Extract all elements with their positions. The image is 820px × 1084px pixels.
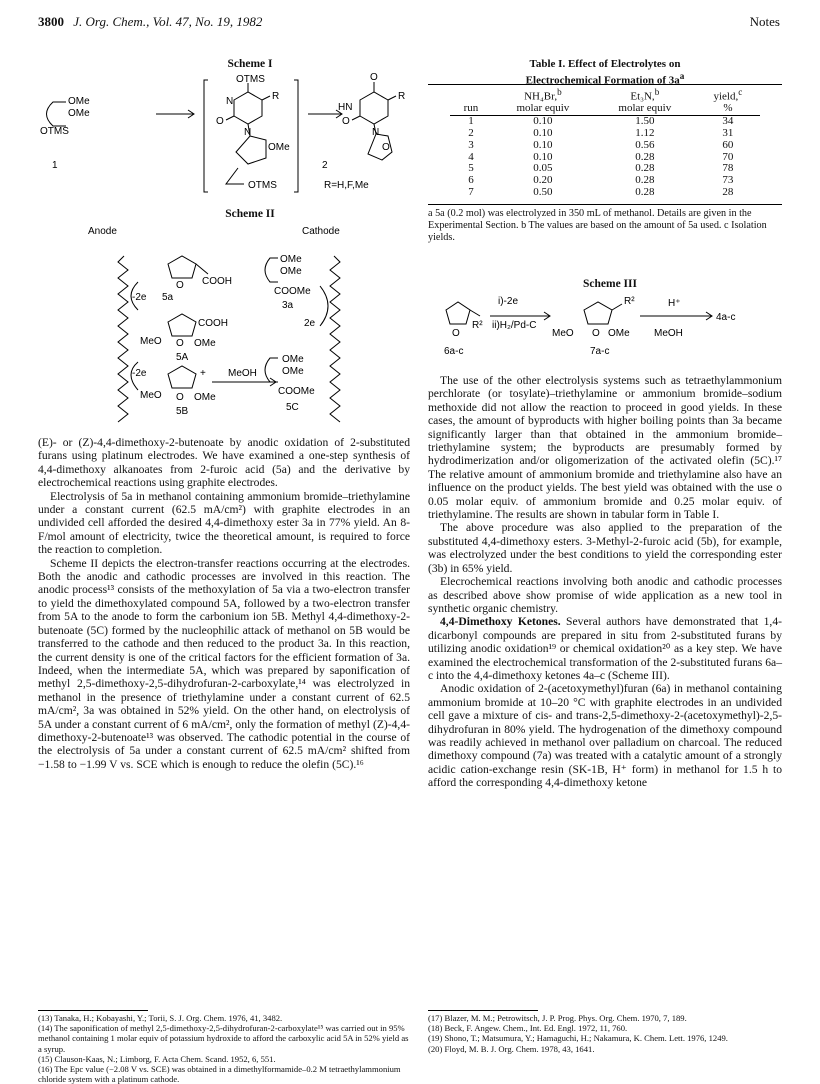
footnote-14: (14) The saponification of methyl 2,5-dimethoxy-2,5-dihydrofuran-2-carboxylate¹⁵ was carried out in 95% methanol containing 1 molar equiv of potassium hydroxide to afford the carboxylic acid 5A in 52% yield as a syrup. — [38, 1023, 409, 1054]
s2-coome1: COOMe — [274, 286, 311, 297]
s1-otms-ring: OTMS — [248, 180, 277, 191]
table-cell: 0.50 — [533, 186, 553, 199]
right-paragraph-4: 4,4-Dimethoxy Ketones. Several authors have demonstrated that 1,4-dicarbonyl compounds are prepared in situ from 2-substituted furans by utilizing anodic oxidation¹⁹ or chemical oxidation²⁰ as a key step. We have examined the electrochemical transformation of the 2-substituted furans 6a–c into the 4,4-dimethoxy ketones 4a–c (Scheme III). — [428, 615, 782, 682]
footnote-18: (18) Beck, F. Angew. Chem., Int. Ed. Engl. 1972, 11, 760. — [428, 1023, 628, 1034]
s1-r1: R — [272, 91, 280, 102]
s3-meoh: MeOH — [654, 328, 683, 339]
table-cell: 0.20 — [533, 174, 553, 187]
table-cell: 5 — [468, 162, 474, 175]
s1-cmpd1: 1 — [52, 160, 58, 171]
scheme3-diagram — [428, 292, 782, 366]
scheme3-title: Scheme III — [583, 278, 637, 290]
s2-o-f2: O — [176, 338, 184, 349]
s1-cmpd2: 2 — [322, 160, 328, 171]
s1-o-thf: O — [382, 142, 390, 153]
table-cell: 28 — [722, 186, 734, 199]
footnote-13: (13) Tanaka, H.; Kobayashi, Y.; Torii, S. J. Org. Chem. 1976, 41, 3482. — [38, 1013, 283, 1023]
s1-ome-a: OMe — [68, 96, 90, 107]
table1-footnote: a 5a (0.2 mol) was electrolyzed in 350 mL of methanol. Details are given in the Experimental Section. b The values are based on the amount of 5a used. c Isolation yields. — [428, 208, 767, 243]
scheme2-diagram — [38, 222, 410, 434]
s3-r2-a: R² — [472, 320, 483, 331]
table-cell: 73 — [722, 174, 734, 187]
table-row — [450, 140, 760, 152]
s3-r2-b: R² — [624, 296, 635, 307]
s1-r-def: R=H,F,Me — [324, 180, 369, 191]
s2-meo-2: MeO — [140, 390, 162, 401]
table-cell: 78 — [722, 162, 734, 175]
cathode-electrode — [330, 256, 340, 422]
table1-top-rule — [428, 84, 782, 85]
running-header — [38, 14, 262, 30]
table1-caption-sup: a — [679, 71, 685, 81]
s2-cmpd3a: 3a — [282, 300, 294, 311]
s3-o-a: O — [452, 328, 460, 339]
table-cell: 1.50 — [635, 115, 655, 128]
table1-header-top — [450, 87, 492, 103]
scheme2-title: Scheme II — [225, 208, 275, 220]
s1-otms-left: OTMS — [40, 126, 69, 137]
table-cell: 0.05 — [533, 162, 553, 175]
table-cell: 60 — [722, 138, 734, 151]
s2-ome-c4: OMe — [282, 366, 304, 377]
footnotes-right — [428, 1013, 782, 1054]
table-cell: 0.10 — [533, 127, 553, 140]
table-row — [450, 128, 760, 140]
table1-header-row-bottom — [450, 103, 760, 115]
footnote-rule-left — [38, 1010, 148, 1011]
anode-label: Anode — [88, 226, 117, 237]
table1-header-bottom: molar equiv — [618, 102, 672, 115]
footnote-16: (16) The Epc value (−2.08 V vs. SCE) was obtained in a dimethylformamide–0.2 M tetraethylammonium chloride system with a platinum cathode. — [38, 1064, 401, 1084]
footnotes-left — [38, 1013, 410, 1084]
table-cell: 0.28 — [635, 150, 655, 163]
table-cell: 0.28 — [635, 186, 655, 199]
right-paragraph-5: Anodic oxidation of 2-(acetoxymethyl)furan (6a) in methanol containing ammonium bromide at 10–20 °C with graphite electrodes in an undivided cell gave a mixture of cis- and trans-2,5-dimethoxy-2-(acetoxymethyl)-2,5-dihydrofuran in 80% yield. The hydrogenation of the dimethoxy compound was readily achieved in methanol over palladium on charcoal. The reduced dimethoxy compound (7a) was treated with a catalytic amount of a strongly acidic cation-exchange resin (SK-1B, H⁺ form) in methanol for 1.5 h to afford the corresponding 4,4-dimethoxy ketone — [428, 682, 782, 790]
s1-o-top: O — [370, 72, 378, 83]
scheme1-title: Scheme I — [227, 58, 273, 70]
table1-caption-line2: Electrochemical Formation of 3a — [525, 74, 680, 87]
s2-minus2e-2: -2e — [132, 368, 147, 379]
s1-n2: N — [244, 127, 252, 138]
table-cell: 7 — [468, 186, 474, 199]
s2-ome-4: OMe — [194, 392, 216, 403]
s2-cooh2: COOH — [198, 318, 228, 329]
s2-cooh1: COOH — [202, 276, 232, 287]
s1-n1: N — [226, 96, 234, 107]
s2-two-e: 2e — [304, 318, 316, 329]
s1-o1: O — [216, 116, 224, 127]
table1-header-top: NH₄Br,$^b$ — [524, 87, 562, 103]
s2-cmpd5C: 5C — [286, 402, 299, 413]
right-paragraph-2: The above procedure was also applied to the preparation of the substituted 4,4-dimethoxy esters. 3-Methyl-2-furoic acid (5b), for example, was electrolyzed under the best conditions to yield the corresponding ester (3b) in 65% yield. — [428, 521, 782, 575]
s3-cmpd6: 6a-c — [444, 346, 464, 357]
table-cell: 31 — [722, 127, 734, 140]
table-row — [450, 152, 760, 164]
table-cell: 1.12 — [635, 127, 655, 140]
s3-o-b: O — [592, 328, 600, 339]
footnote-15: (15) Clauson-Kaas, N.; Limborg, F. Acta Chem. Scand. 1952, 6, 551. — [38, 1053, 276, 1064]
footnote-20: (20) Floyd, M. B. J. Org. Chem. 1978, 43, 1641. — [428, 1043, 595, 1054]
table1-header-bottom: run — [463, 102, 479, 115]
s2-coome2: COOMe — [278, 386, 315, 397]
table-cell: 0.10 — [533, 115, 553, 128]
table-cell: 6 — [468, 174, 474, 187]
s3-ome: OMe — [608, 328, 630, 339]
s2-o-f1: O — [176, 280, 184, 291]
journal-citation: J. Org. Chem., Vol. 47, No. 19, 1982 — [73, 14, 263, 29]
table-cell: 0.56 — [635, 138, 655, 151]
table-row — [450, 175, 760, 187]
s2-cmpd5a: 5a — [162, 292, 174, 303]
s2-minus2e-1: -2e — [132, 292, 147, 303]
footnote-17: (17) Blazer, M. M.; Petrowitsch, J. P. Prog. Phys. Org. Chem. 1970, 7, 189. — [428, 1013, 687, 1023]
table-cell: 1 — [468, 115, 474, 128]
s2-meoh: MeOH — [228, 368, 257, 379]
table-cell: 2 — [468, 127, 474, 140]
table1-caption-line1: Table I. Effect of Electrolytes on — [529, 58, 681, 70]
s3-cmpd7: 7a-c — [590, 346, 610, 357]
right-paragraph-3: Elecrochemical reactions involving both anodic and cathodic processes as described above show promise of wide application as a new tool in synthetic organic chemistry. — [428, 575, 782, 615]
table1-header-top: Et₃N,$^b$ — [630, 87, 660, 103]
section-heading-dimethoxy-ketones: 4,4-Dimethoxy Ketones. — [440, 615, 561, 629]
table-cell: 34 — [722, 115, 734, 128]
left-paragraph-2: Electrolysis of 5a in methanol containing ammonium bromide–triethylamine under a constant current (62.5 mA/cm²) with graphite electrodes in an undivided cell afforded the desired 4,4-dimethoxy ester 3a in 77% yield. An 8-F/mol amount of electricity, twice the theoretical amount, is required to force the reaction to completion. — [38, 489, 410, 557]
s2-ome-c2: OMe — [280, 266, 302, 277]
s2-plus: + — [200, 368, 206, 379]
footnote-19: (19) Shono, T.; Matsumura, Y.; Hamaguchi, H.; Nakamura, K. Chem. Lett. 1976, 1249. — [428, 1033, 728, 1044]
table-row — [450, 163, 760, 175]
table1-header-bottom: molar equiv — [516, 102, 570, 115]
s1-o2: O — [342, 116, 350, 127]
s3-step2: ii)H₂/Pd-C — [492, 320, 537, 331]
table-cell: 0.10 — [533, 138, 553, 151]
s1-ome-b: OMe — [68, 108, 90, 119]
table1-header-bottom: % — [723, 102, 733, 115]
table1-bottom-rule — [428, 204, 782, 205]
page-number: 3800 — [38, 14, 64, 29]
left-paragraph-3: Scheme II depicts the electron-transfer reactions occurring at the electrodes. Both the anodic and cathodic processes are involved in this reaction. The anodic process¹³ consists of the methoxylation of 5a via a two-electron transfer to yield the dimethoxylated compound 5A, followed by a two-electron transfer from 5A to the anode to form the carbonium ion 5B. Methyl 4,4-dimethoxy-2-butenoate (5C) formed by the nucleophilic attack of methanol on 5B would be transferred to the cathode and then reduced to the product 3a. In this reaction, the current density is one of the critical factors for the efficient formation of 3a. Indeed, when the intermediate 5A, which was prepared by saponification of methyl 2,5-dimethoxy-2,5-dihydrofuran-2-carboxylate,¹⁴ was electrolyzed in methanol in the presence of triethylamine under a constant current of 62.5 mA/cm², 3a was obtained in 52% yield. On the other hand, on electrolysis of 5A under a constant current of 6 mA/cm², only the formation of methyl (Z)-4,4-dimethoxy-2-butenoate¹³ was observed. The cathodic potential in the course of the electrolysis of 5a under a constant current of 62.5 mA/cm² shifted from −1.58 to −1.99 V vs. SCE which is enough to reduce the olefin (5C).¹⁶ — [38, 556, 410, 771]
s1-otms-top: OTMS — [236, 74, 265, 85]
s2-ome-3: OMe — [194, 338, 216, 349]
right-paragraph-1: The use of the other electrolysis systems such as tetraethylammonium perchlorate (or tosylate)–triethylamine or ammonium bromide–sodium methoxide did not allow the reaction to proceed in good yields. In these cases, the amount of byproducts with higher boiling points than 3a became significantly larger than that obtained in the ammonium bromide–triethylamine system; the byproducts are presumably formed by hydrodimerization and/or oligomerization of the activated olefin (5C).¹⁷ The relative amount of ammonium bromide and triethylamine also have an influence on the product yields. The best yield was obtained with the use o 0.05 molar equiv. of ammonium bromide and 0.25 molar equiv. of triethylamine. The results are shown in tabular form in Table I. — [428, 374, 782, 522]
s3-product: 4a-c — [716, 312, 736, 323]
table-cell: 3 — [468, 138, 474, 151]
table1-header-top: yield,$^c$ — [713, 87, 743, 103]
table1-header-row-top — [450, 87, 760, 103]
table1-caption — [428, 58, 782, 87]
s3-meo: MeO — [552, 328, 574, 339]
table-cell: 4 — [468, 150, 474, 163]
table-row — [450, 116, 760, 128]
table1 — [450, 87, 760, 199]
s2-meo-1: MeO — [140, 336, 162, 347]
s3-step1: i)-2e — [498, 296, 519, 307]
s1-ome-ring: OMe — [268, 142, 290, 153]
table-cell: 0.28 — [635, 162, 655, 175]
s1-r2: R — [398, 91, 406, 102]
s2-cmpd5B: 5B — [176, 406, 189, 417]
s2-o-f3: O — [176, 392, 184, 403]
s2-ome-c3: OMe — [282, 354, 304, 365]
scheme1-diagram — [38, 72, 410, 196]
scheme1-cmpd1-chain — [47, 102, 67, 126]
s2-cmpd5A: 5A — [176, 352, 189, 363]
cathode-label: Cathode — [302, 226, 340, 237]
table-row — [450, 187, 760, 199]
table-cell: 0.10 — [533, 150, 553, 163]
left-paragraph-1: (E)- or (Z)-4,4-dimethoxy-2-butenoate by anodic oxidation of 2-substituted furans using platinum electrodes. We have examined a one-step synthesis of 4,4-dimethoxy alkanoates from 2-furoic acid (5a) and the derivative by electrochemical reactions using graphite electrodes. — [38, 436, 410, 490]
table-cell: 70 — [722, 150, 734, 163]
left-column-text — [38, 436, 410, 771]
anode-electrode — [118, 256, 128, 422]
right-column-text — [428, 374, 782, 790]
s3-hplus: H⁺ — [668, 298, 681, 309]
footnote-rule-right — [428, 1010, 538, 1011]
table-cell: 0.28 — [635, 174, 655, 187]
s1-n3: N — [372, 127, 380, 138]
s2-ome-c1: OMe — [280, 254, 302, 265]
section-label: Notes — [749, 14, 780, 29]
s1-hn: HN — [338, 102, 353, 113]
